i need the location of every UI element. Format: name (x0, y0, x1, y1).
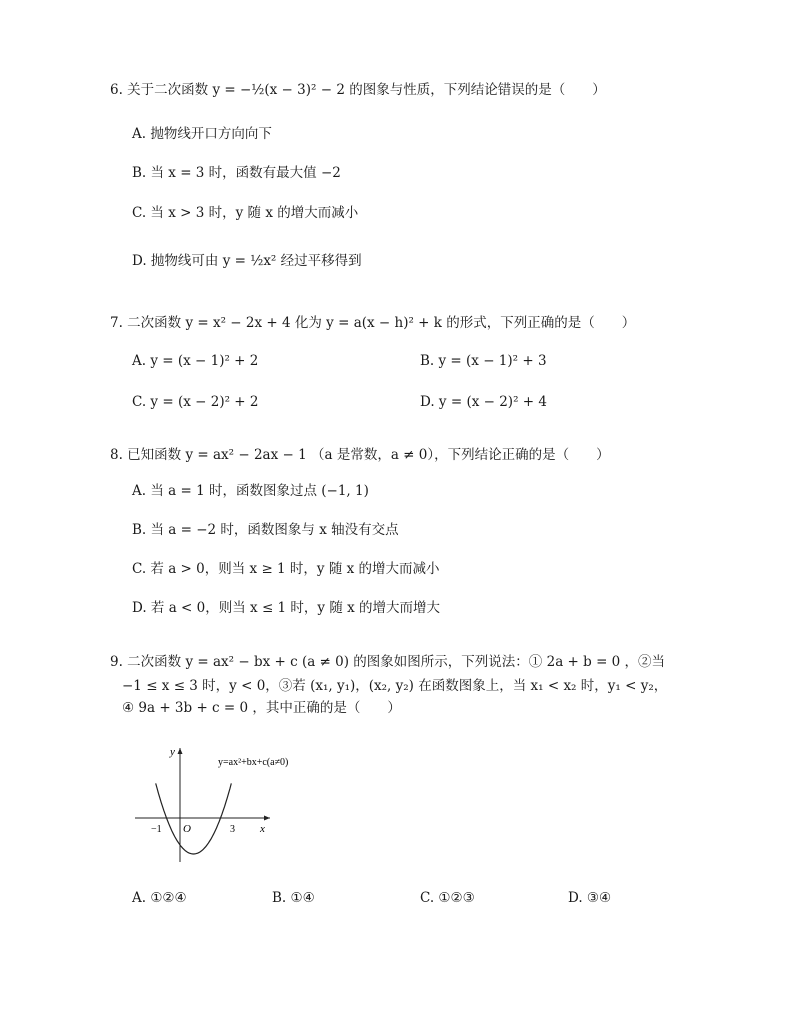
q9-option-c: C. ①②③ (420, 890, 475, 906)
q7-option-b: B. y = (x − 1)² + 3 (420, 353, 547, 369)
q7-option-c: C. y = (x − 2)² + 2 (132, 394, 259, 410)
q9-option-a: A. ①②④ (132, 890, 187, 906)
x-axis-label: x (260, 823, 265, 835)
q7-option-a: A. y = (x − 1)² + 2 (132, 353, 259, 369)
q8-option-b: B. 当 a = −2 时，函数图象与 x 轴没有交点 (132, 522, 399, 538)
origin-label: O (183, 823, 191, 835)
parabola-curve (156, 783, 232, 854)
y-axis-label: y (170, 746, 175, 758)
question-7-stem: 7. 二次函数 y = x² − 2x + 4 化为 y = a(x − h)² + k 的形式，下列正确的是（ ） (110, 315, 636, 331)
tick-label-neg1: −1 (151, 824, 162, 835)
question-9-stem-line-2: −1 ≤ x ≤ 3 时，y < 0，③若 (x₁, y₁)，(x₂, y₂) 在函数图象上，当 x₁ < x₂ 时，y₁ < y₂， (122, 678, 668, 694)
q8-option-d: D. 若 a < 0，则当 x ≤ 1 时，y 随 x 的增大而增大 (132, 600, 441, 616)
question-9-stem-line-3: ④ 9a + 3b + c = 0 ，其中正确的是（ ） (122, 700, 401, 716)
q6-option-d: D. 抛物线可由 y = ½x² 经过平移得到 (132, 253, 362, 269)
x-axis-arrow-icon (264, 816, 270, 821)
q6-option-a: A. 抛物线开口方向向下 (132, 126, 272, 142)
q8-option-a: A. 当 a = 1 时，函数图象过点 (−1, 1) (132, 483, 369, 499)
equation-label: y=ax²+bx+c(a≠0) (218, 757, 289, 768)
q7-option-d: D. y = (x − 2)² + 4 (420, 394, 547, 410)
tick-label-3: 3 (230, 824, 235, 835)
q6-option-c: C. 当 x > 3 时，y 随 x 的增大而减小 (132, 205, 359, 221)
q9-option-d: D. ③④ (568, 890, 612, 906)
q8-option-c: C. 若 a > 0，则当 x ≥ 1 时，y 随 x 的增大而减小 (132, 561, 440, 577)
parabola-figure (130, 740, 330, 870)
y-axis-arrow-icon (178, 748, 183, 754)
question-9-stem-line-1: 9. 二次函数 y = ax² − bx + c (a ≠ 0) 的图象如图所示，下列说法：① 2a + b = 0 ，②当 (110, 654, 666, 670)
question-8-stem: 8. 已知函数 y = ax² − 2ax − 1 （a 是常数，a ≠ 0），下列结论正确的是（ ） (110, 447, 610, 463)
q9-option-b: B. ①④ (272, 890, 315, 906)
question-6-stem: 6. 关于二次函数 y = −½(x − 3)² − 2 的图象与性质，下列结论错误的是（ ） (110, 82, 606, 98)
q6-option-b: B. 当 x = 3 时，函数有最大值 −2 (132, 165, 341, 181)
